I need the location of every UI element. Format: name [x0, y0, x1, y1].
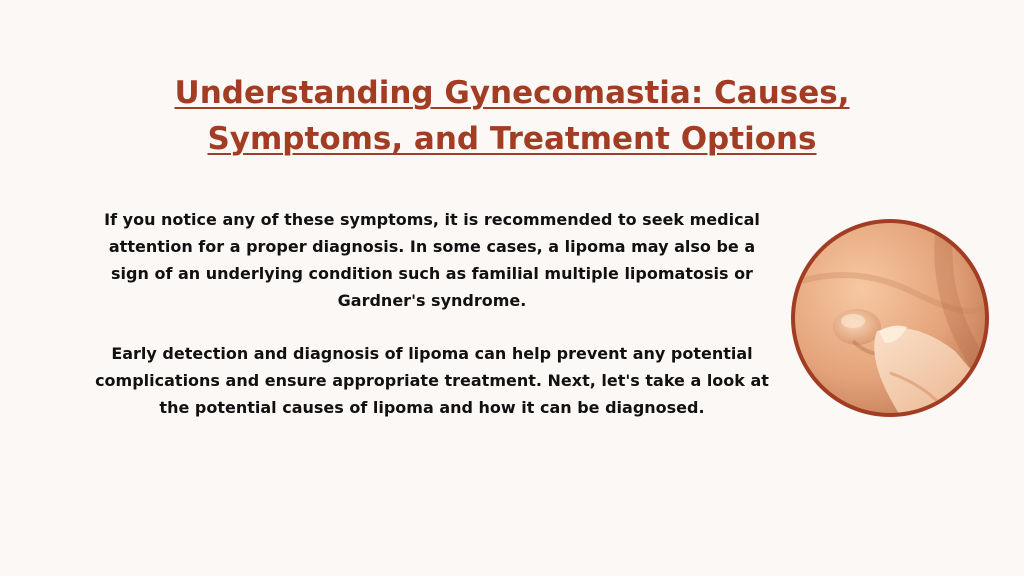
paragraph-symptoms: If you notice any of these symptoms, it is recommended to seek medical attention for a proper diagnosis. In some cases, a lipoma may also be a sign of an underlying condition such as familial multiple lipomatosis or Gardner's syndrome.: [104, 210, 760, 310]
chest-lump-photo: [795, 223, 985, 413]
body-text: [92, 206, 772, 421]
page-title: Understanding Gynecomastia: Causes, Symptoms, and Treatment Options: [174, 75, 850, 157]
circular-photo-frame: [791, 219, 989, 417]
paragraph-early-detection: Early detection and diagnosis of lipoma can help prevent any potential complications and ensure appropriate treatment. Next, let's take a look at the potential causes of lipoma and how it can be diagnosed.: [95, 344, 769, 417]
